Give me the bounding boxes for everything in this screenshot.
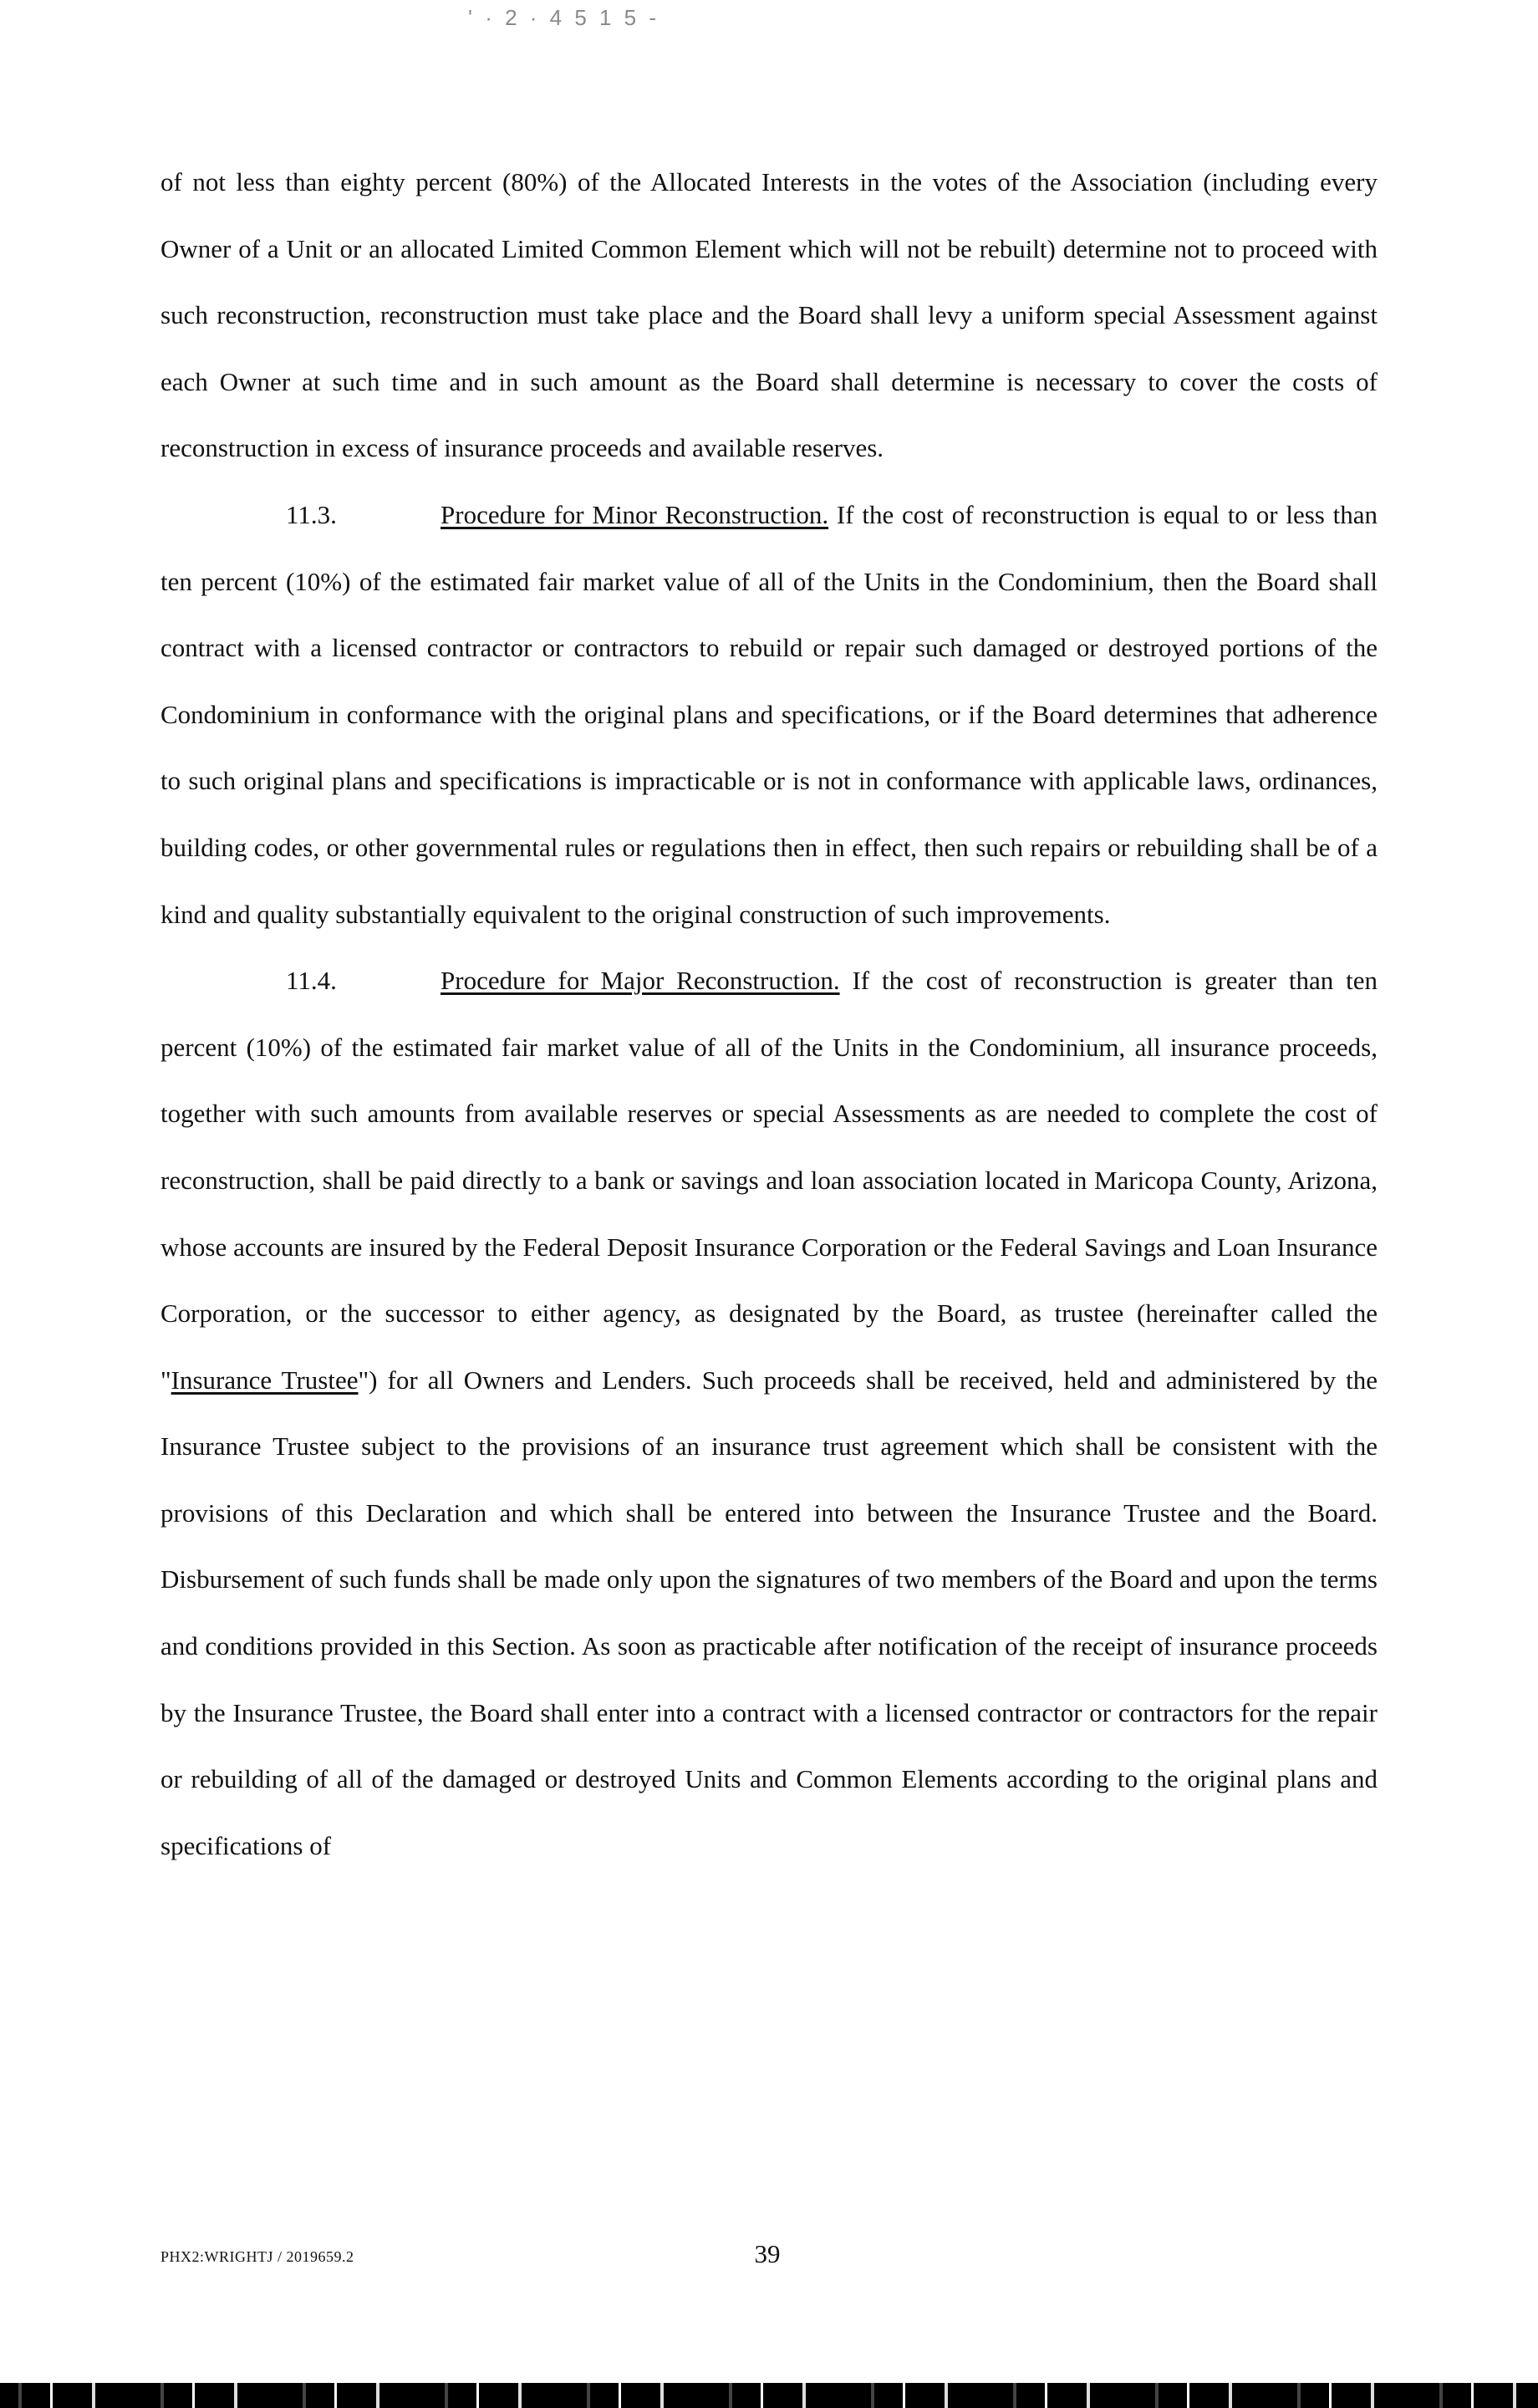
paragraph-continuation: of not less than eighty percent (80%) of the Allocated Interests in the votes of the Association (including every Owner of a Unit or an allocated Limited Common Element which will not be rebuilt) determine not to proceed with such reconstruction, reconstruction must take place and the Board shall levy a uniform special Assessment against each Owner at such time and in such amount as the Board shall determine is necessary to cover the costs of reconstruction in excess of insurance proceeds and available reserves.	[160, 167, 1378, 463]
footer-document-id: PHX2:WRIGHTJ / 2019659.2	[160, 2248, 354, 2265]
section-title: Procedure for Major Reconstruction.	[441, 966, 840, 996]
section-text-continued: ") for all Owners and Lenders. Such proceeds shall be received, held and administered by the Insurance Trustee subject to the provisions of an insurance trust agreement which shall be consistent with the provisions of this Declaration and which shall be entered into between the Insurance Trustee and the Board. Disbursement of such funds shall be made only upon the signatures of two members of the Board and upon the terms and conditions provided in this Section. As soon as practicable after notification of the receipt of insurance proceeds by the Insurance Trustee, the Board shall enter into a contract with a licensed contractor or contractors for the repair or rebuilding of all of the damaged or destroyed Units and Common Elements according to the original plans and specifications of	[160, 1365, 1378, 1860]
scan-artifact-strip	[0, 2383, 1538, 2408]
section-text: If the cost of reconstruction is equal to or less than ten percent (10%) of the estimated fair market value of all of the Units in the Condominium, then the Board shall contract with a licensed contractor or contractors to rebuild or repair such damaged or destroyed portions of the Condominium in conformance with the original plans and specifications, or if the Board determines that adherence to such original plans and specifications is impracticable or is not in conformance with applicable laws, ordinances, building codes, or other governmental rules or regulations then in effect, then such repairs or rebuilding shall be of a kind and quality substantially equivalent to the original construction of such improvements.	[160, 499, 1378, 929]
section-text: If the cost of reconstruction is greater than ten percent (10%) of the estimated fair market value of all of the Units in the Condominium, all insurance proceeds, together with such amounts from available reserves or special Assessments as are needed to complete the cost of reconstruction, shall be paid directly to a bank or savings and loan association located in Maricopa County, Arizona, whose accounts are insured by the Federal Deposit Insurance Corporation or the Federal Savings and Loan Insurance Corporation, or the successor to either agency, as designated by the Board, as trustee (hereinafter called the "	[160, 966, 1378, 1395]
defined-term: Insurance Trustee	[171, 1365, 359, 1395]
page-body	[160, 149, 1378, 1879]
header-stamp: ' · 2 · 4 5 1 5 -	[468, 5, 660, 30]
section-number: 11.4.	[286, 966, 337, 996]
section-11-4	[160, 947, 1378, 1879]
section-11-3	[160, 482, 1378, 947]
section-number: 11.3.	[286, 499, 337, 529]
page-number: 39	[754, 2239, 781, 2268]
section-title: Procedure for Minor Reconstruction.	[441, 499, 829, 529]
